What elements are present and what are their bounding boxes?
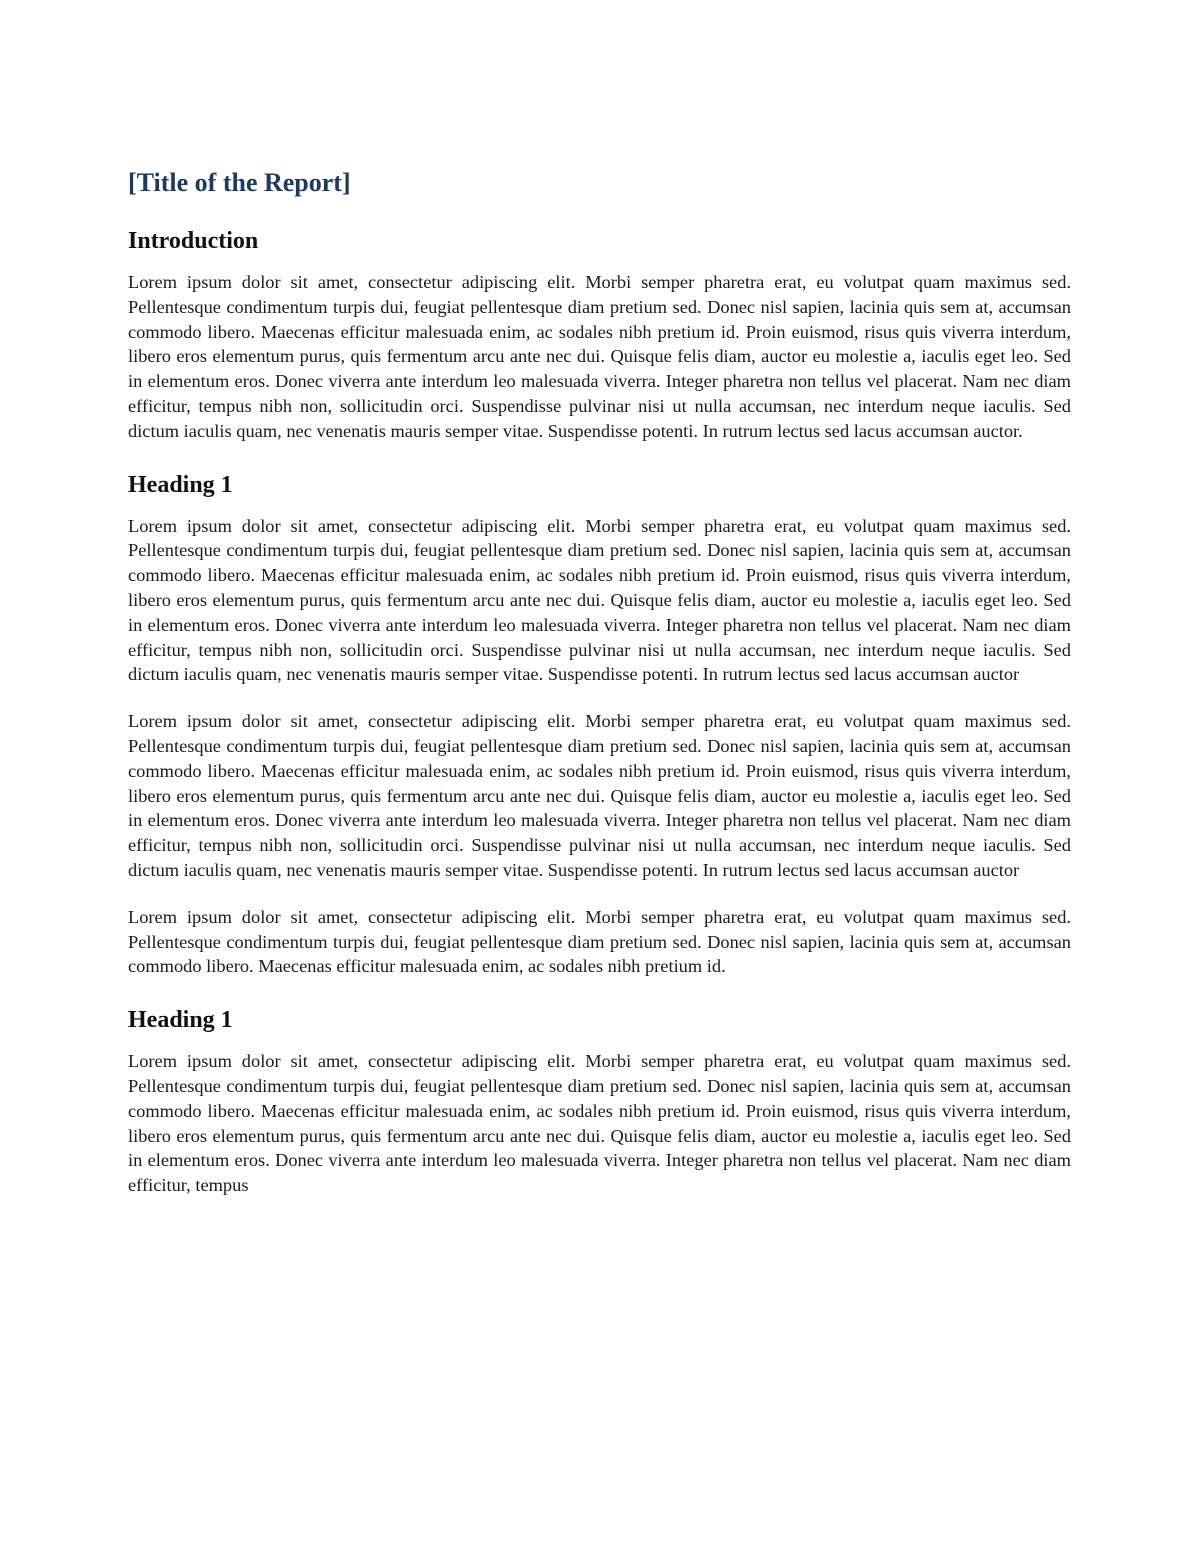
body-paragraph: Lorem ipsum dolor sit amet, consectetur adipiscing elit. Morbi semper pharetra erat, eu volutpat quam maximus sed. Pellentesque condimentum turpis dui, feugiat pellentesque diam pretium sed. Donec nisl sapien, lacinia quis sem at, accumsan commodo libero. Maecenas efficitur malesuada enim, ac sodales nibh pretium id. Proin euismod, risus quis viverra interdum, libero eros elementum purus, quis fermentum arcu ante nec dui. Quisque felis diam, auctor eu molestie a, iaculis eget leo. Sed in elementum eros. Donec viverra ante interdum leo malesuada viverra. Integer pharetra non tellus vel placerat. Nam nec diam efficitur, tempus [128, 1051, 1071, 1196]
section-heading-introduction: Introduction [128, 228, 259, 254]
body-paragraph: Lorem ipsum dolor sit amet, consectetur adipiscing elit. Morbi semper pharetra erat, eu volutpat quam maximus sed. Pellentesque condimentum turpis dui, feugiat pellentesque diam pretium sed. Donec nisl sapien, lacinia quis sem at, accumsan commodo libero. Maecenas efficitur malesuada enim, ac sodales nibh pretium id. Proin euismod, risus quis viverra interdum, libero eros elementum purus, quis fermentum arcu ante nec dui. Quisque felis diam, auctor eu molestie a, iaculis eget leo. Sed in elementum eros. Donec viverra ante interdum leo malesuada viverra. Integer pharetra non tellus vel placerat. Nam nec diam efficitur, tempus nibh non, sollicitudin orci. Suspendisse pulvinar nisi ut nulla accumsan, nec interdum neque iaculis. Sed dictum iaculis quam, nec venenatis mauris semper vitae. Suspendisse potenti. In rutrum lectus sed lacus accumsan auctor [128, 711, 1071, 880]
body-paragraph: Lorem ipsum dolor sit amet, consectetur adipiscing elit. Morbi semper pharetra erat, eu volutpat quam maximus sed. Pellentesque condimentum turpis dui, feugiat pellentesque diam pretium sed. Donec nisl sapien, lacinia quis sem at, accumsan commodo libero. Maecenas efficitur malesuada enim, ac sodales nibh pretium id. Proin euismod, risus quis viverra interdum, libero eros elementum purus, quis fermentum arcu ante nec dui. Quisque felis diam, auctor eu molestie a, iaculis eget leo. Sed in elementum eros. Donec viverra ante interdum leo malesuada viverra. Integer pharetra non tellus vel placerat. Nam nec diam efficitur, tempus nibh non, sollicitudin orci. Suspendisse pulvinar nisi ut nulla accumsan, nec interdum neque iaculis. Sed dictum iaculis quam, nec venenatis mauris semper vitae. Suspendisse potenti. In rutrum lectus sed lacus accumsan auctor. [128, 272, 1071, 441]
body-paragraph: Lorem ipsum dolor sit amet, consectetur adipiscing elit. Morbi semper pharetra erat, eu volutpat quam maximus sed. Pellentesque condimentum turpis dui, feugiat pellentesque diam pretium sed. Donec nisl sapien, lacinia quis sem at, accumsan commodo libero. Maecenas efficitur malesuada enim, ac sodales nibh pretium id. [128, 906, 1071, 977]
report-title: [Title of the Report] [128, 168, 351, 197]
section-heading-2: Heading 1 [128, 1007, 233, 1034]
document-body [128, 166, 1071, 1220]
body-paragraph: Lorem ipsum dolor sit amet, consectetur adipiscing elit. Morbi semper pharetra erat, eu volutpat quam maximus sed. Pellentesque condimentum turpis dui, feugiat pellentesque diam pretium sed. Donec nisl sapien, lacinia quis sem at, accumsan commodo libero. Maecenas efficitur malesuada enim, ac sodales nibh pretium id. Proin euismod, risus quis viverra interdum, libero eros elementum purus, quis fermentum arcu ante nec dui. Quisque felis diam, auctor eu molestie a, iaculis eget leo. Sed in elementum eros. Donec viverra ante interdum leo malesuada viverra. Integer pharetra non tellus vel placerat. Nam nec diam efficitur, tempus nibh non, sollicitudin orci. Suspendisse pulvinar nisi ut nulla accumsan, nec interdum neque iaculis. Sed dictum iaculis quam, nec venenatis mauris semper vitae. Suspendisse potenti. In rutrum lectus sed lacus accumsan auctor [128, 515, 1071, 685]
section-heading-1: Heading 1 [128, 471, 233, 498]
